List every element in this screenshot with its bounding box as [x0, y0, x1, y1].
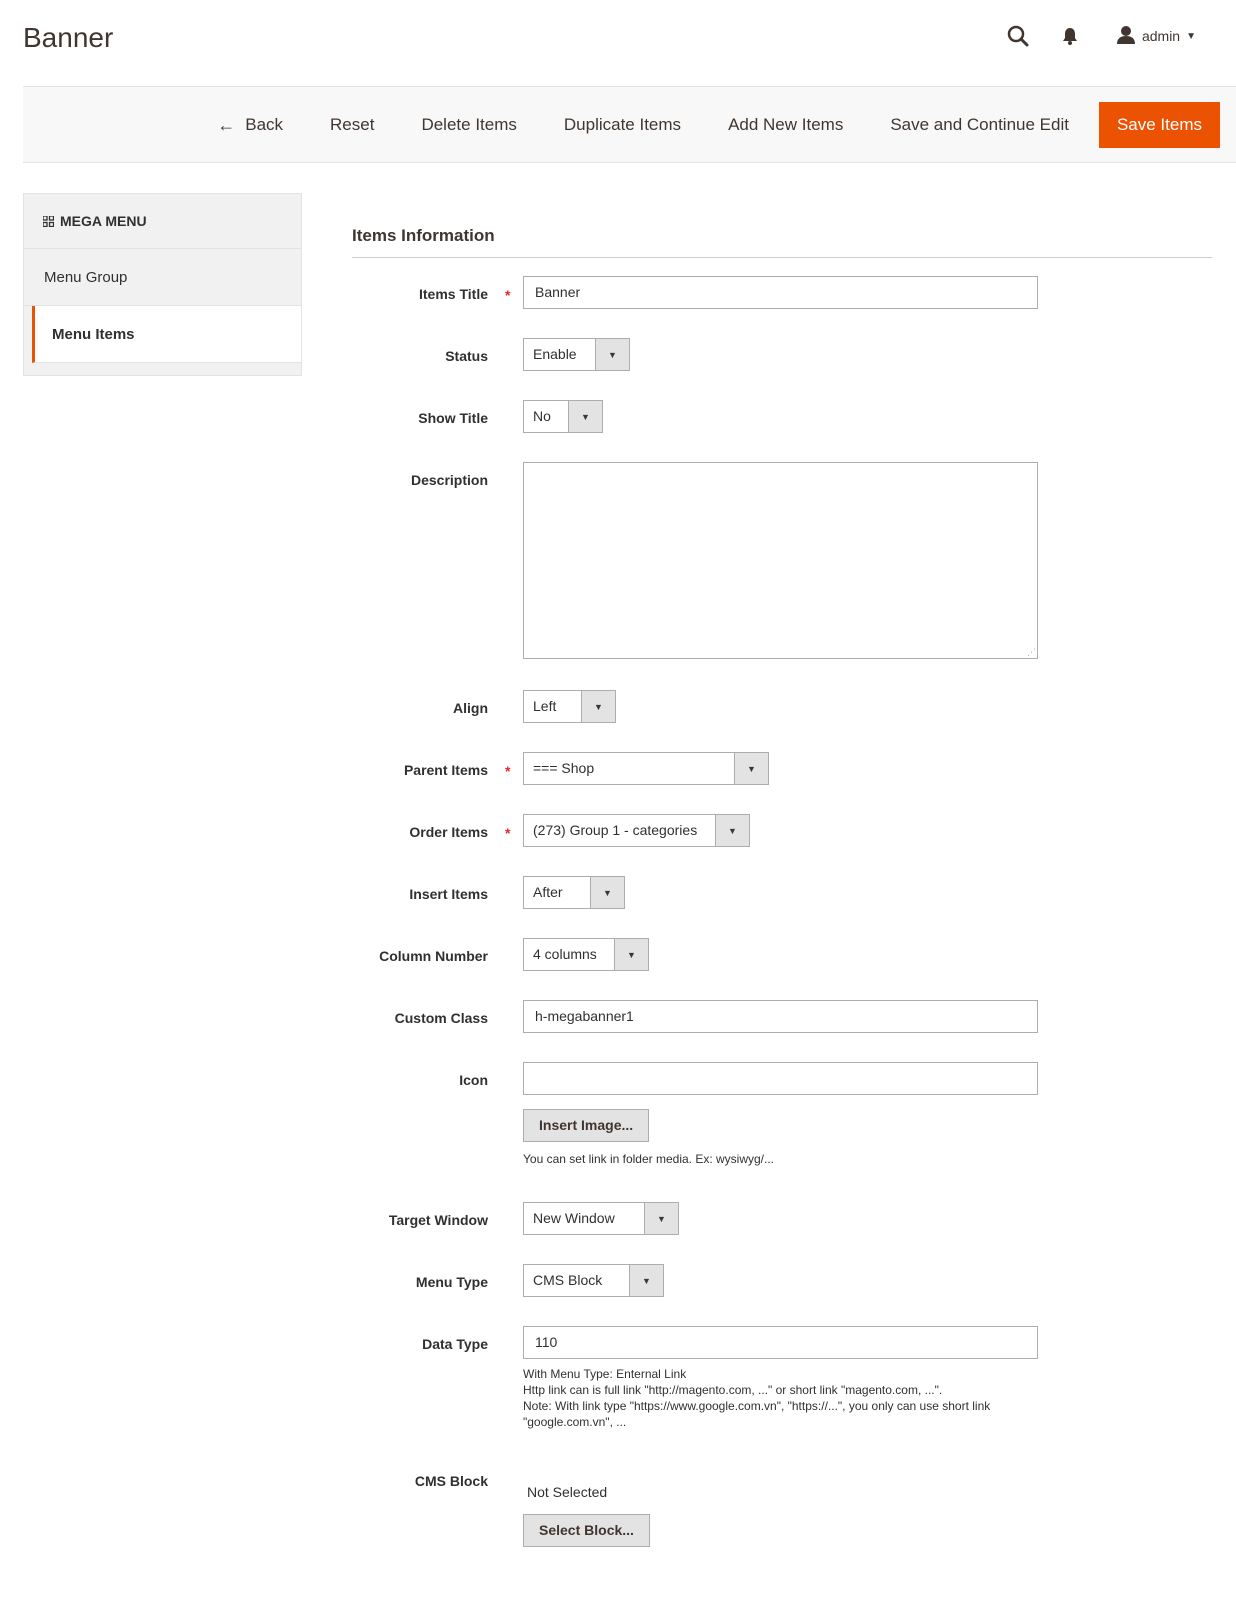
- column-number-label: Column Number: [379, 948, 488, 964]
- required-marker: *: [505, 825, 511, 841]
- sidebar-item-menu-items[interactable]: Menu Items: [32, 306, 301, 363]
- order-items-label: Order Items: [409, 824, 488, 840]
- status-label: Status: [445, 348, 488, 364]
- chevron-down-icon: ▼: [644, 1203, 678, 1234]
- icon-input[interactable]: [523, 1062, 1038, 1095]
- search-icon[interactable]: [1006, 24, 1030, 48]
- chevron-down-icon: ▼: [590, 877, 624, 908]
- chevron-down-icon: ▼: [629, 1265, 663, 1296]
- help-line: Note: With link type "https://www.google.com.vn", "https://...", you only can use short link: [523, 1399, 991, 1413]
- target-window-select[interactable]: [523, 1202, 679, 1235]
- bell-icon[interactable]: [1058, 24, 1082, 48]
- status-select[interactable]: [523, 338, 630, 371]
- admin-username: admin: [1141, 28, 1181, 44]
- insert-items-select[interactable]: [523, 876, 625, 909]
- user-icon: [1116, 25, 1136, 48]
- description-label: Description: [410, 472, 488, 488]
- parent-items-select[interactable]: [523, 752, 769, 785]
- delete-items-button[interactable]: Delete Items: [405, 105, 532, 145]
- back-button[interactable]: [201, 105, 299, 146]
- required-marker: *: [505, 287, 511, 303]
- menu-type-select[interactable]: [523, 1264, 664, 1297]
- chevron-down-icon: ▼: [581, 691, 615, 722]
- parent-items-value: === Shop: [533, 760, 595, 776]
- icon-help-text: You can set link in folder media. Ex: wysiwyg/...: [523, 1152, 775, 1166]
- items-title-input[interactable]: Banner: [523, 276, 1038, 309]
- show-title-value: No: [533, 408, 551, 424]
- sidebar-footer: [24, 363, 301, 375]
- column-number-select[interactable]: [523, 938, 649, 971]
- data-type-help-text: [523, 1366, 1043, 1430]
- insert-items-value: After: [533, 884, 563, 900]
- section-divider: [352, 257, 1212, 258]
- cms-block-label: CMS Block: [414, 1473, 488, 1489]
- reset-button[interactable]: Reset: [314, 105, 390, 145]
- sidebar-title: [24, 194, 301, 249]
- chevron-down-icon: ▼: [614, 939, 648, 970]
- align-label: Align: [453, 700, 488, 716]
- align-value: Left: [533, 698, 557, 714]
- required-marker: *: [505, 763, 511, 779]
- items-title-label: Items Title: [419, 286, 488, 302]
- chevron-down-icon: ▼: [595, 339, 629, 370]
- menu-type-label: Menu Type: [415, 1274, 488, 1290]
- data-type-input[interactable]: 110: [523, 1326, 1038, 1359]
- chevron-down-icon: ▼: [715, 815, 749, 846]
- page-actions-bar: [23, 86, 1236, 163]
- back-label: Back: [245, 115, 284, 134]
- resize-handle-icon[interactable]: ⋰: [1027, 647, 1036, 657]
- target-window-label: Target Window: [388, 1212, 488, 1228]
- help-line: With Menu Type: Enternal Link: [523, 1367, 687, 1381]
- sidebar: [23, 193, 302, 376]
- target-window-value: New Window: [533, 1210, 615, 1226]
- page-title: Banner: [23, 22, 114, 53]
- custom-class-label: Custom Class: [394, 1010, 488, 1026]
- show-title-label: Show Title: [418, 410, 488, 426]
- sidebar-item-menu-group[interactable]: Menu Group: [24, 249, 301, 306]
- duplicate-items-button[interactable]: Duplicate Items: [548, 105, 697, 145]
- chevron-down-icon: ▼: [568, 401, 602, 432]
- arrow-left-icon: ←: [217, 114, 236, 135]
- help-line: Http link can is full link "http://magento.com, ..." or short link "magento.com, ...".: [523, 1383, 943, 1397]
- menu-type-value: CMS Block: [533, 1272, 603, 1288]
- section-title: Items Information: [352, 226, 495, 245]
- order-items-select[interactable]: [523, 814, 750, 847]
- cms-block-value: Not Selected: [527, 1484, 608, 1500]
- chevron-down-icon: ▼: [734, 753, 768, 784]
- align-select[interactable]: [523, 690, 616, 723]
- save-and-continue-button[interactable]: Save and Continue Edit: [874, 105, 1085, 145]
- custom-class-input[interactable]: h-megabanner1: [523, 1000, 1038, 1033]
- data-type-label: Data Type: [422, 1336, 488, 1352]
- show-title-select[interactable]: [523, 400, 603, 433]
- save-items-button[interactable]: Save Items: [1099, 102, 1220, 148]
- insert-items-label: Insert Items: [409, 886, 488, 902]
- icon-label: Icon: [459, 1072, 488, 1088]
- add-new-items-button[interactable]: Add New Items: [712, 105, 859, 145]
- select-block-button[interactable]: Select Block...: [523, 1514, 650, 1547]
- help-line: "google.com.vn", ...: [523, 1415, 627, 1429]
- chevron-down-icon: ▼: [1186, 30, 1196, 42]
- sidebar-title-label: MEGA MENU: [60, 213, 147, 229]
- grid-icon: [43, 216, 54, 227]
- header-actions: [1006, 24, 1196, 48]
- status-value: Enable: [533, 346, 577, 362]
- description-textarea[interactable]: [523, 462, 1038, 659]
- order-items-value: (273) Group 1 - categories: [533, 822, 698, 838]
- parent-items-label: Parent Items: [403, 762, 488, 778]
- admin-user-menu[interactable]: [1116, 25, 1196, 48]
- insert-image-button[interactable]: Insert Image...: [523, 1109, 649, 1142]
- column-number-value: 4 columns: [533, 946, 597, 962]
